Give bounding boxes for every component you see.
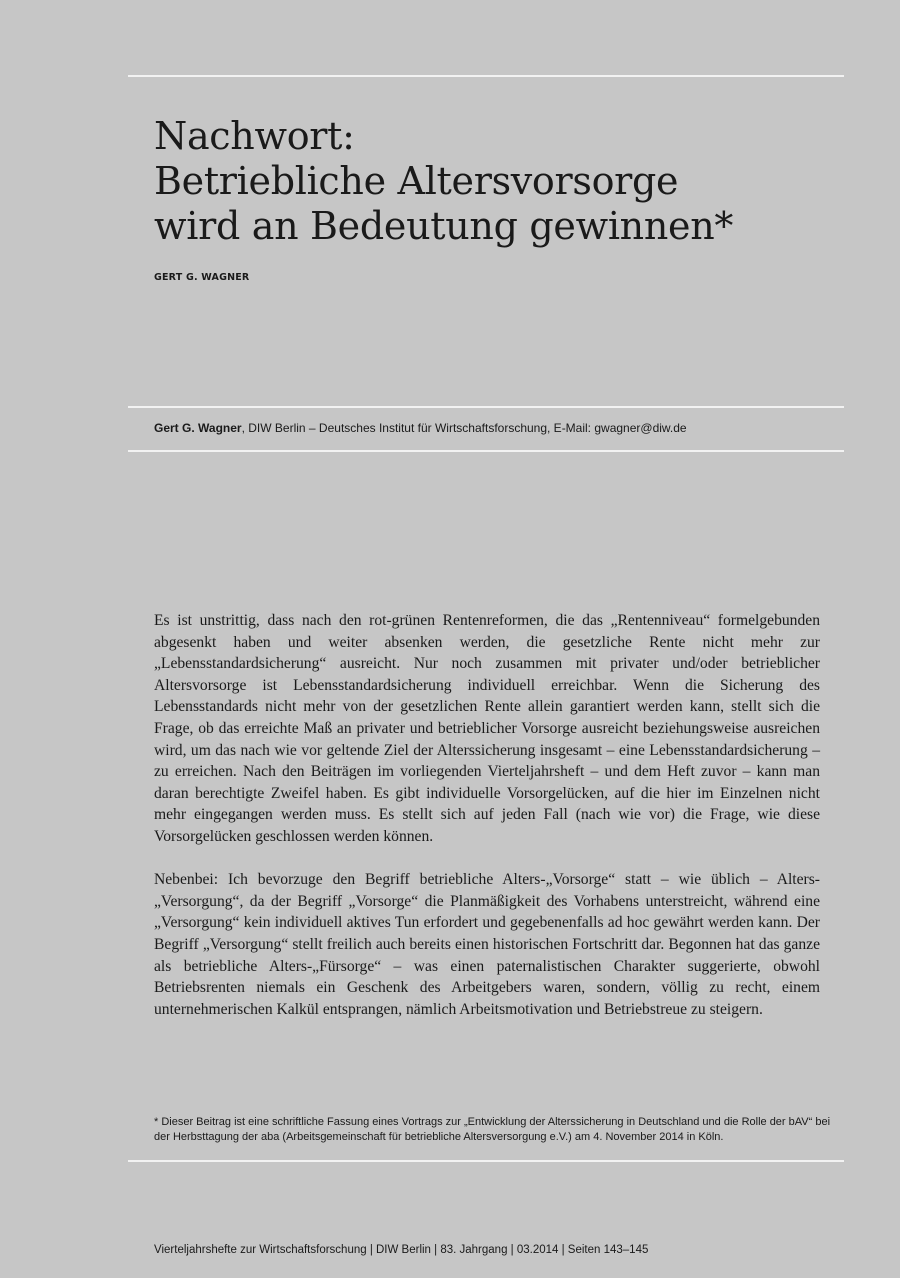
article-title	[154, 114, 733, 249]
affiliation-details: , DIW Berlin – Deutsches Institut für Wirtschaftsforschung, E-Mail: gwagner@diw.de	[241, 421, 687, 435]
footnote-rule	[128, 1160, 844, 1162]
top-rule	[128, 75, 844, 77]
page-footer: Vierteljahrshefte zur Wirtschaftsforschung | DIW Berlin | 83. Jahrgang | 03.2014 | Seiten 143–145	[154, 1244, 649, 1256]
body-paragraph-1: Es ist unstrittig, dass nach den rot-grünen Rentenreformen, die das „Rentenniveau“ formelgebunden abgesenkt haben und weiter absenken werden, die gesetzliche Rente nicht mehr zur „Lebensstandardsicherung“ ausreicht. Nur noch zusammen mit privater und/oder betrieblicher Altersvorsorge ist Lebensstandardsicherung individuell erreichbar. Wenn die Sicherung des Lebensstandards nicht mehr von der gesetzlichen Rente allein garantiert werden kann, stellt sich die Frage, ob das erreichte Maß an privater und betrieblicher Vorsorge ausreicht beziehungsweise ausreichen wird, um das nach wie vor geltende Ziel der Alterssicherung insgesamt – eine Lebensstandardsicherung – zu erreichen. Nach den Beiträgen im vorliegenden Vierteljahrsheft – und dem Heft zuvor – kann man daran berechtigte Zweifel haben. Es gibt individuelle Vorsorgelücken, auf die hier im Einzelnen nicht mehr eingegangen werden muss. Es stellt sich auf jeden Fall (nach wie vor) die Frage, wie diese Vorsorgelücken geschlossen werden können.	[154, 612, 820, 845]
author-name: GERT G. WAGNER	[154, 272, 250, 283]
title-line-1: Nachwort:	[154, 114, 355, 158]
affiliation-bottom-rule	[128, 450, 844, 452]
body-paragraph-2: Nebenbei: Ich bevorzuge den Begriff betriebliche Alters-„Vorsorge“ statt – wie üblich – Alters-„Versorgung“, da der Begriff „Vorsorge“ die Planmäßigkeit des Vorhabens unterstreicht, während eine „Versorgung“ kein individuell aktives Tun erfordert und gegebenenfalls ad hoc gewährt werden kann. Der Begriff „Versorgung“ stellt freilich auch bereits einen historischen Fortschritt dar. Begonnen hat das ganze als betriebliche Alters-„Fürsorge“ – was einen paternalistischen Charakter suggerierte, obwohl Betriebsrenten niemals ein Geschenk des Arbeitgebers waren, sondern, völlig zu recht, einem unternehmerischen Kalkül entsprangen, nämlich Arbeitsmotivation und Betriebstreue zu steigern.	[154, 871, 820, 1018]
footnote: * Dieser Beitrag ist eine schriftliche Fassung eines Vortrags zur „Entwicklung der Alterssicherung in Deutschland und die Rolle der bAV“ bei der Herbsttagung der aba (Arbeitsgemeinschaft für betriebliche Altersversorgung e.V.) am 4. November 2014 in Köln.	[154, 1116, 831, 1143]
affiliation-top-rule	[128, 406, 844, 408]
author-affiliation	[154, 421, 687, 435]
article-body	[154, 610, 820, 1042]
affiliation-author-name: Gert G. Wagner	[154, 421, 242, 435]
title-line-2: Betriebliche Altersvorsorge	[154, 159, 679, 203]
title-line-3: wird an Bedeutung gewinnen*	[154, 204, 734, 248]
